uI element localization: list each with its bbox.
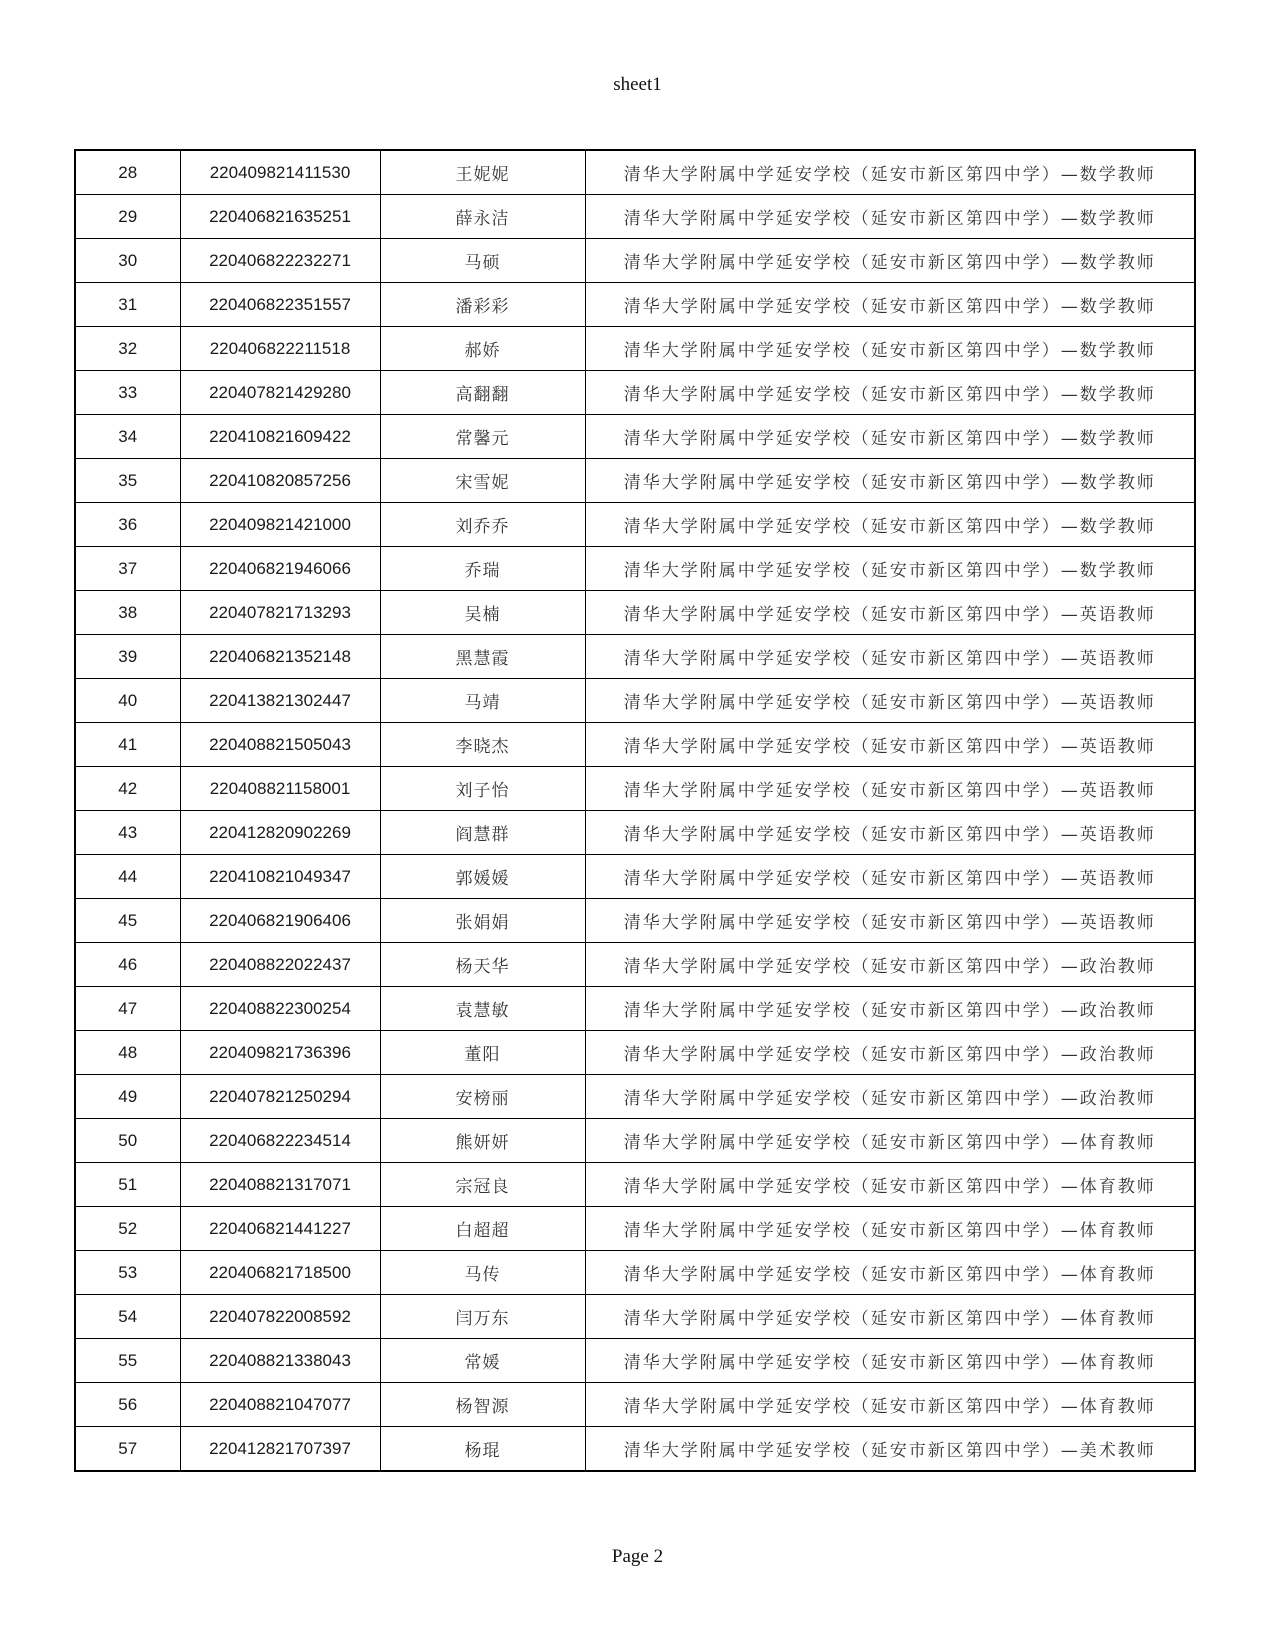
row-number: 48 [75, 1031, 180, 1075]
exam-id: 220406822211518 [180, 327, 380, 371]
applied-position: 清华大学附属中学延安学校（延安市新区第四中学）—体育教师 [585, 1295, 1195, 1339]
exam-id: 220406822351557 [180, 283, 380, 327]
candidate-name: 杨天华 [380, 943, 585, 987]
table-row [75, 327, 1195, 371]
exam-id: 220406822232271 [180, 239, 380, 283]
exam-id: 220413821302447 [180, 679, 380, 723]
applied-position: 清华大学附属中学延安学校（延安市新区第四中学）—政治教师 [585, 1031, 1195, 1075]
table-row [75, 943, 1195, 987]
row-number: 30 [75, 239, 180, 283]
table-row [75, 150, 1195, 195]
exam-id: 220408821317071 [180, 1163, 380, 1207]
table-row [75, 459, 1195, 503]
applied-position: 清华大学附属中学延安学校（延安市新区第四中学）—数学教师 [585, 150, 1195, 195]
row-number: 41 [75, 723, 180, 767]
exam-id: 220409821421000 [180, 503, 380, 547]
table-row [75, 239, 1195, 283]
candidate-name: 王妮妮 [380, 150, 585, 195]
applied-position: 清华大学附属中学延安学校（延安市新区第四中学）—英语教师 [585, 635, 1195, 679]
exam-id: 220406821635251 [180, 195, 380, 239]
table-row [75, 1339, 1195, 1383]
exam-id: 220407822008592 [180, 1295, 380, 1339]
applied-position: 清华大学附属中学延安学校（延安市新区第四中学）—数学教师 [585, 459, 1195, 503]
applied-position: 清华大学附属中学延安学校（延安市新区第四中学）—美术教师 [585, 1427, 1195, 1472]
exam-id: 220412821707397 [180, 1427, 380, 1472]
exam-id: 220406821718500 [180, 1251, 380, 1295]
exam-id: 220408821338043 [180, 1339, 380, 1383]
exam-id: 220409821411530 [180, 150, 380, 195]
row-number: 56 [75, 1383, 180, 1427]
exam-id: 220408821158001 [180, 767, 380, 811]
row-number: 28 [75, 150, 180, 195]
row-number: 53 [75, 1251, 180, 1295]
exam-id: 220406822234514 [180, 1119, 380, 1163]
candidate-name: 常媛 [380, 1339, 585, 1383]
applied-position: 清华大学附属中学延安学校（延安市新区第四中学）—体育教师 [585, 1339, 1195, 1383]
applied-position: 清华大学附属中学延安学校（延安市新区第四中学）—体育教师 [585, 1119, 1195, 1163]
exam-id: 220407821713293 [180, 591, 380, 635]
applied-position: 清华大学附属中学延安学校（延安市新区第四中学）—英语教师 [585, 811, 1195, 855]
row-number: 55 [75, 1339, 180, 1383]
table-row [75, 547, 1195, 591]
row-number: 34 [75, 415, 180, 459]
candidate-name: 常馨元 [380, 415, 585, 459]
table-row [75, 195, 1195, 239]
table-row [75, 1383, 1195, 1427]
applied-position: 清华大学附属中学延安学校（延安市新区第四中学）—英语教师 [585, 855, 1195, 899]
sheet-title: sheet1 [613, 74, 662, 95]
candidate-table-body [75, 150, 1195, 1471]
applied-position: 清华大学附属中学延安学校（延安市新区第四中学）—英语教师 [585, 591, 1195, 635]
candidate-table [74, 149, 1196, 1472]
candidate-name: 郝娇 [380, 327, 585, 371]
candidate-name: 杨智源 [380, 1383, 585, 1427]
table-row [75, 723, 1195, 767]
candidate-name: 阎慧群 [380, 811, 585, 855]
exam-id: 220410821609422 [180, 415, 380, 459]
table-row [75, 1427, 1195, 1472]
row-number: 36 [75, 503, 180, 547]
row-number: 32 [75, 327, 180, 371]
table-row [75, 679, 1195, 723]
row-number: 38 [75, 591, 180, 635]
applied-position: 清华大学附属中学延安学校（延安市新区第四中学）—体育教师 [585, 1207, 1195, 1251]
table-row [75, 1031, 1195, 1075]
row-number: 51 [75, 1163, 180, 1207]
exam-id: 220407821429280 [180, 371, 380, 415]
candidate-name: 宗冠良 [380, 1163, 585, 1207]
table-row [75, 591, 1195, 635]
applied-position: 清华大学附属中学延安学校（延安市新区第四中学）—英语教师 [585, 723, 1195, 767]
row-number: 52 [75, 1207, 180, 1251]
candidate-name: 熊妍妍 [380, 1119, 585, 1163]
applied-position: 清华大学附属中学延安学校（延安市新区第四中学）—数学教师 [585, 283, 1195, 327]
table-row [75, 283, 1195, 327]
applied-position: 清华大学附属中学延安学校（延安市新区第四中学）—数学教师 [585, 327, 1195, 371]
applied-position: 清华大学附属中学延安学校（延安市新区第四中学）—体育教师 [585, 1163, 1195, 1207]
candidate-name: 潘彩彩 [380, 283, 585, 327]
row-number: 50 [75, 1119, 180, 1163]
row-number: 31 [75, 283, 180, 327]
applied-position: 清华大学附属中学延安学校（延安市新区第四中学）—英语教师 [585, 679, 1195, 723]
candidate-name: 乔瑞 [380, 547, 585, 591]
exam-id: 220408821047077 [180, 1383, 380, 1427]
page-number: Page 2 [611, 1546, 664, 1567]
table-row [75, 899, 1195, 943]
candidate-name: 袁慧敏 [380, 987, 585, 1031]
exam-id: 220408822022437 [180, 943, 380, 987]
candidate-name: 黑慧霞 [380, 635, 585, 679]
candidate-name: 马传 [380, 1251, 585, 1295]
candidate-name: 刘乔乔 [380, 503, 585, 547]
row-number: 46 [75, 943, 180, 987]
table-row [75, 987, 1195, 1031]
table-row [75, 1119, 1195, 1163]
candidate-name: 安榜丽 [380, 1075, 585, 1119]
row-number: 49 [75, 1075, 180, 1119]
row-number: 33 [75, 371, 180, 415]
applied-position: 清华大学附属中学延安学校（延安市新区第四中学）—数学教师 [585, 371, 1195, 415]
candidate-name: 闫万东 [380, 1295, 585, 1339]
candidate-name: 杨琨 [380, 1427, 585, 1472]
row-number: 44 [75, 855, 180, 899]
applied-position: 清华大学附属中学延安学校（延安市新区第四中学）—数学教师 [585, 415, 1195, 459]
exam-id: 220406821352148 [180, 635, 380, 679]
candidate-name: 吴楠 [380, 591, 585, 635]
applied-position: 清华大学附属中学延安学校（延安市新区第四中学）—英语教师 [585, 899, 1195, 943]
applied-position: 清华大学附属中学延安学校（延安市新区第四中学）—数学教师 [585, 547, 1195, 591]
table-row [75, 415, 1195, 459]
row-number: 47 [75, 987, 180, 1031]
table-row [75, 767, 1195, 811]
candidate-name: 白超超 [380, 1207, 585, 1251]
exam-id: 220408822300254 [180, 987, 380, 1031]
row-number: 37 [75, 547, 180, 591]
table-row [75, 1251, 1195, 1295]
table-row [75, 635, 1195, 679]
table-row [75, 1075, 1195, 1119]
candidate-name: 刘子怡 [380, 767, 585, 811]
candidate-name: 宋雪妮 [380, 459, 585, 503]
exam-id: 220407821250294 [180, 1075, 380, 1119]
applied-position: 清华大学附属中学延安学校（延安市新区第四中学）—英语教师 [585, 767, 1195, 811]
table-row [75, 371, 1195, 415]
applied-position: 清华大学附属中学延安学校（延安市新区第四中学）—体育教师 [585, 1383, 1195, 1427]
candidate-name: 马硕 [380, 239, 585, 283]
row-number: 54 [75, 1295, 180, 1339]
candidate-name: 李晓杰 [380, 723, 585, 767]
exam-id: 220412820902269 [180, 811, 380, 855]
table-row [75, 1207, 1195, 1251]
applied-position: 清华大学附属中学延安学校（延安市新区第四中学）—政治教师 [585, 987, 1195, 1031]
table-row [75, 1295, 1195, 1339]
exam-id: 220406821946066 [180, 547, 380, 591]
row-number: 42 [75, 767, 180, 811]
exam-id: 220409821736396 [180, 1031, 380, 1075]
row-number: 39 [75, 635, 180, 679]
row-number: 35 [75, 459, 180, 503]
candidate-name: 郭媛媛 [380, 855, 585, 899]
applied-position: 清华大学附属中学延安学校（延安市新区第四中学）—数学教师 [585, 195, 1195, 239]
row-number: 45 [75, 899, 180, 943]
exam-id: 220408821505043 [180, 723, 380, 767]
applied-position: 清华大学附属中学延安学校（延安市新区第四中学）—政治教师 [585, 1075, 1195, 1119]
candidate-name: 董阳 [380, 1031, 585, 1075]
table-row [75, 1163, 1195, 1207]
table-row [75, 855, 1195, 899]
row-number: 29 [75, 195, 180, 239]
applied-position: 清华大学附属中学延安学校（延安市新区第四中学）—政治教师 [585, 943, 1195, 987]
applied-position: 清华大学附属中学延安学校（延安市新区第四中学）—体育教师 [585, 1251, 1195, 1295]
candidate-name: 薛永洁 [380, 195, 585, 239]
table-row [75, 811, 1195, 855]
applied-position: 清华大学附属中学延安学校（延安市新区第四中学）—数学教师 [585, 239, 1195, 283]
row-number: 40 [75, 679, 180, 723]
exam-id: 220410821049347 [180, 855, 380, 899]
row-number: 57 [75, 1427, 180, 1472]
candidate-name: 马靖 [380, 679, 585, 723]
applied-position: 清华大学附属中学延安学校（延安市新区第四中学）—数学教师 [585, 503, 1195, 547]
candidate-name: 高翻翻 [380, 371, 585, 415]
exam-id: 220406821906406 [180, 899, 380, 943]
exam-id: 220406821441227 [180, 1207, 380, 1251]
exam-id: 220410820857256 [180, 459, 380, 503]
row-number: 43 [75, 811, 180, 855]
table-row [75, 503, 1195, 547]
candidate-name: 张娟娟 [380, 899, 585, 943]
